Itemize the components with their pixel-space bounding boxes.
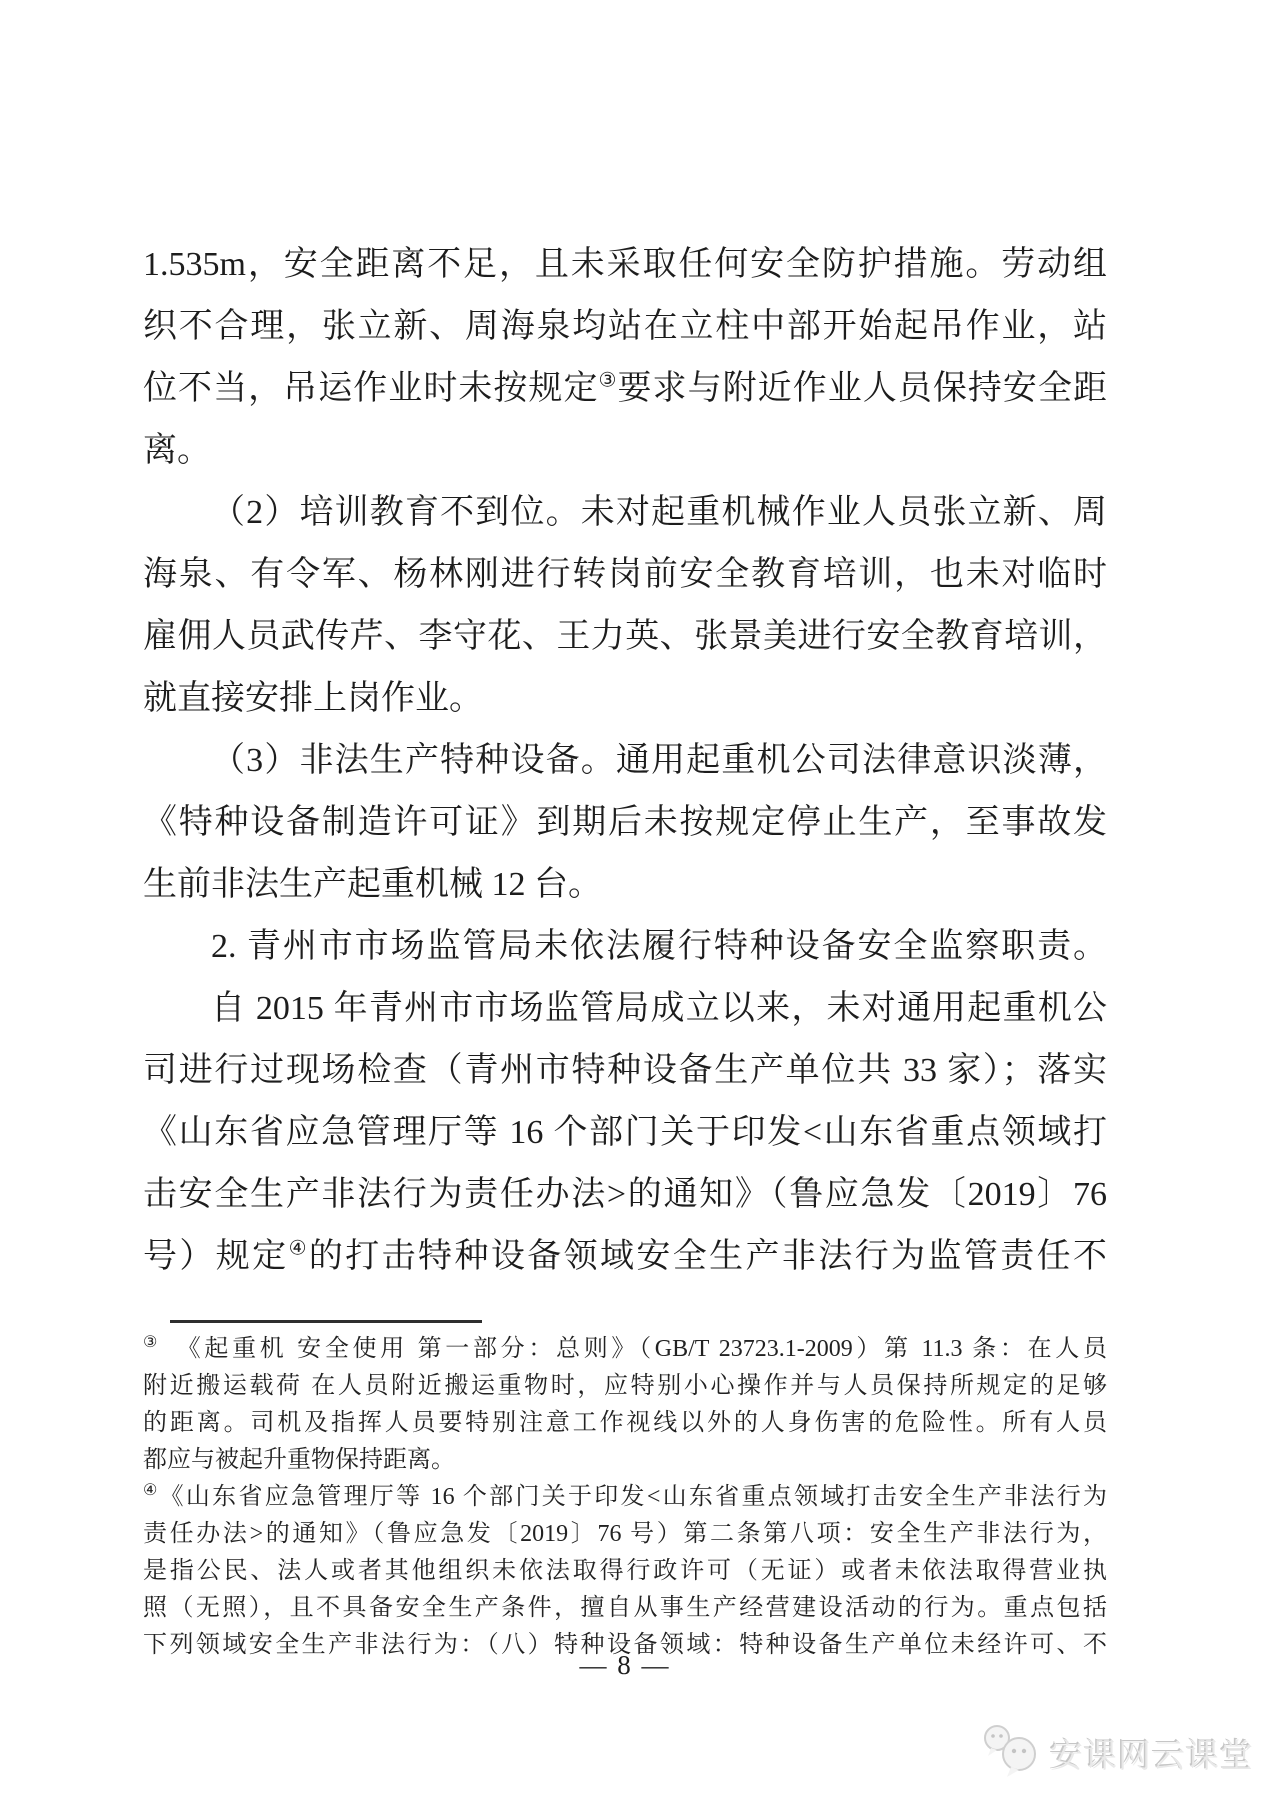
- footnote-line: [143, 1516, 1107, 1553]
- footnote-line: [143, 1442, 1107, 1479]
- text-segment: 司进行过现场检查（青州市特种设备生产单位共 33 家）；落实: [143, 1052, 1107, 1089]
- footnote-line: [143, 1590, 1107, 1627]
- text-segment: 生前非法生产起重机械 12 台。: [143, 866, 602, 903]
- text-segment: （2）培训教育不到位。未对起重机械作业人员张立新、周: [211, 494, 1107, 531]
- body-line: [143, 358, 1107, 420]
- footnote-ref-mark: ④: [288, 1237, 309, 1260]
- footnote-ref-mark: ③: [598, 369, 618, 392]
- footnote-line: [143, 1368, 1107, 1405]
- text-segment: 离。: [143, 432, 211, 469]
- text-segment: 都应与被起升重物保持距离。: [143, 1447, 455, 1473]
- body-line: [143, 916, 1107, 978]
- text-segment: 2. 青州市市场监管局未依法履行特种设备安全监察职责。: [211, 928, 1107, 965]
- footnote-line: [143, 1331, 1107, 1368]
- footnote-ref-mark: ③: [143, 1334, 162, 1351]
- text-segment: 自 2015 年青州市市场监管局成立以来，未对通用起重机公: [211, 990, 1107, 1027]
- text-segment: 雇佣人员武传芹、李守花、王力英、张景美进行安全教育培训，: [143, 618, 1107, 655]
- text-segment: 的打击特种设备领域安全生产非法行为监管责任不: [308, 1238, 1107, 1275]
- footnote-line: [143, 1553, 1107, 1590]
- body-line: [143, 606, 1107, 668]
- footnote-line: [143, 1479, 1107, 1516]
- text-segment: 就直接安排上岗作业。: [143, 680, 483, 717]
- body-line: [143, 234, 1107, 296]
- footnote-line: [143, 1405, 1107, 1442]
- text-segment: 位不当，吊运作业时未按规定: [143, 370, 599, 407]
- footnote-ref-mark: ④: [143, 1482, 160, 1499]
- text-segment: 是指公民、法人或者其他组织未依法取得行政许可（无证）或者未依法取得营业执: [143, 1558, 1107, 1584]
- document-body-text: [143, 234, 1107, 1288]
- body-line: [143, 482, 1107, 544]
- watermark: [980, 1722, 1254, 1785]
- text-segment: 下列领域安全生产非法行为：（八）特种设备领域：特种设备生产单位未经许可、不: [143, 1632, 1107, 1658]
- text-segment: 《山东省应急管理厅等 16 个部门关于印发<山东省重点领域打击安全生产非法行为: [159, 1484, 1107, 1510]
- text-segment: 击安全生产非法行为责任办法>的通知》（鲁应急发〔2019〕76: [143, 1176, 1107, 1213]
- body-line: [143, 792, 1107, 854]
- text-segment: 1.535m，安全距离不足，且未采取任何安全防护措施。劳动组: [143, 246, 1107, 283]
- watermark-text: 安课网云课堂: [1050, 1739, 1254, 1775]
- body-line: [143, 420, 1107, 482]
- text-segment: 照（无照），且不具备安全生产条件，擅自从事生产经营建设活动的行为。重点包括: [143, 1595, 1107, 1621]
- body-line: [143, 668, 1107, 730]
- text-segment: 《起重机 安全使用 第一部分：总则》（GB/T 23723.1-2009）第 11.3 条：在人员: [161, 1336, 1107, 1362]
- text-segment: 责任办法>的通知》（鲁应急发〔2019〕76 号）第二条第八项：安全生产非法行为，: [143, 1521, 1107, 1547]
- footnote-separator: [170, 1320, 482, 1323]
- text-segment: 织不合理，张立新、周海泉均站在立柱中部开始起吊作业，站: [143, 308, 1107, 345]
- chat-bubbles-icon: [980, 1722, 1042, 1785]
- body-line: [143, 544, 1107, 606]
- text-segment: （3）非法生产特种设备。通用起重机公司法律意识淡薄，: [211, 742, 1107, 779]
- body-line: [143, 1102, 1107, 1164]
- footnotes-block: [143, 1331, 1107, 1664]
- text-segment: 的距离。司机及指挥人员要特别注意工作视线以外的人身伤害的危险性。所有人员: [143, 1410, 1107, 1436]
- text-segment: 《山东省应急管理厅等 16 个部门关于印发<山东省重点领域打: [143, 1114, 1107, 1151]
- body-line: [143, 854, 1107, 916]
- body-line: [143, 1040, 1107, 1102]
- text-segment: 附近搬运载荷 在人员附近搬运重物时，应特别小心操作并与人员保持所规定的足够: [143, 1373, 1107, 1399]
- body-line: [143, 978, 1107, 1040]
- page-number: — 8 —: [579, 1650, 671, 1680]
- body-line: [143, 296, 1107, 358]
- body-line: [143, 730, 1107, 792]
- text-segment: 《特种设备制造许可证》到期后未按规定停止生产，至事故发: [143, 804, 1107, 841]
- body-line: [143, 1164, 1107, 1226]
- text-segment: 要求与附近作业人员保持安全距: [617, 370, 1107, 407]
- text-segment: 海泉、有令军、杨林刚进行转岗前安全教育培训，也未对临时: [143, 556, 1107, 593]
- body-line: [143, 1226, 1107, 1288]
- text-segment: 号）规定: [143, 1238, 289, 1275]
